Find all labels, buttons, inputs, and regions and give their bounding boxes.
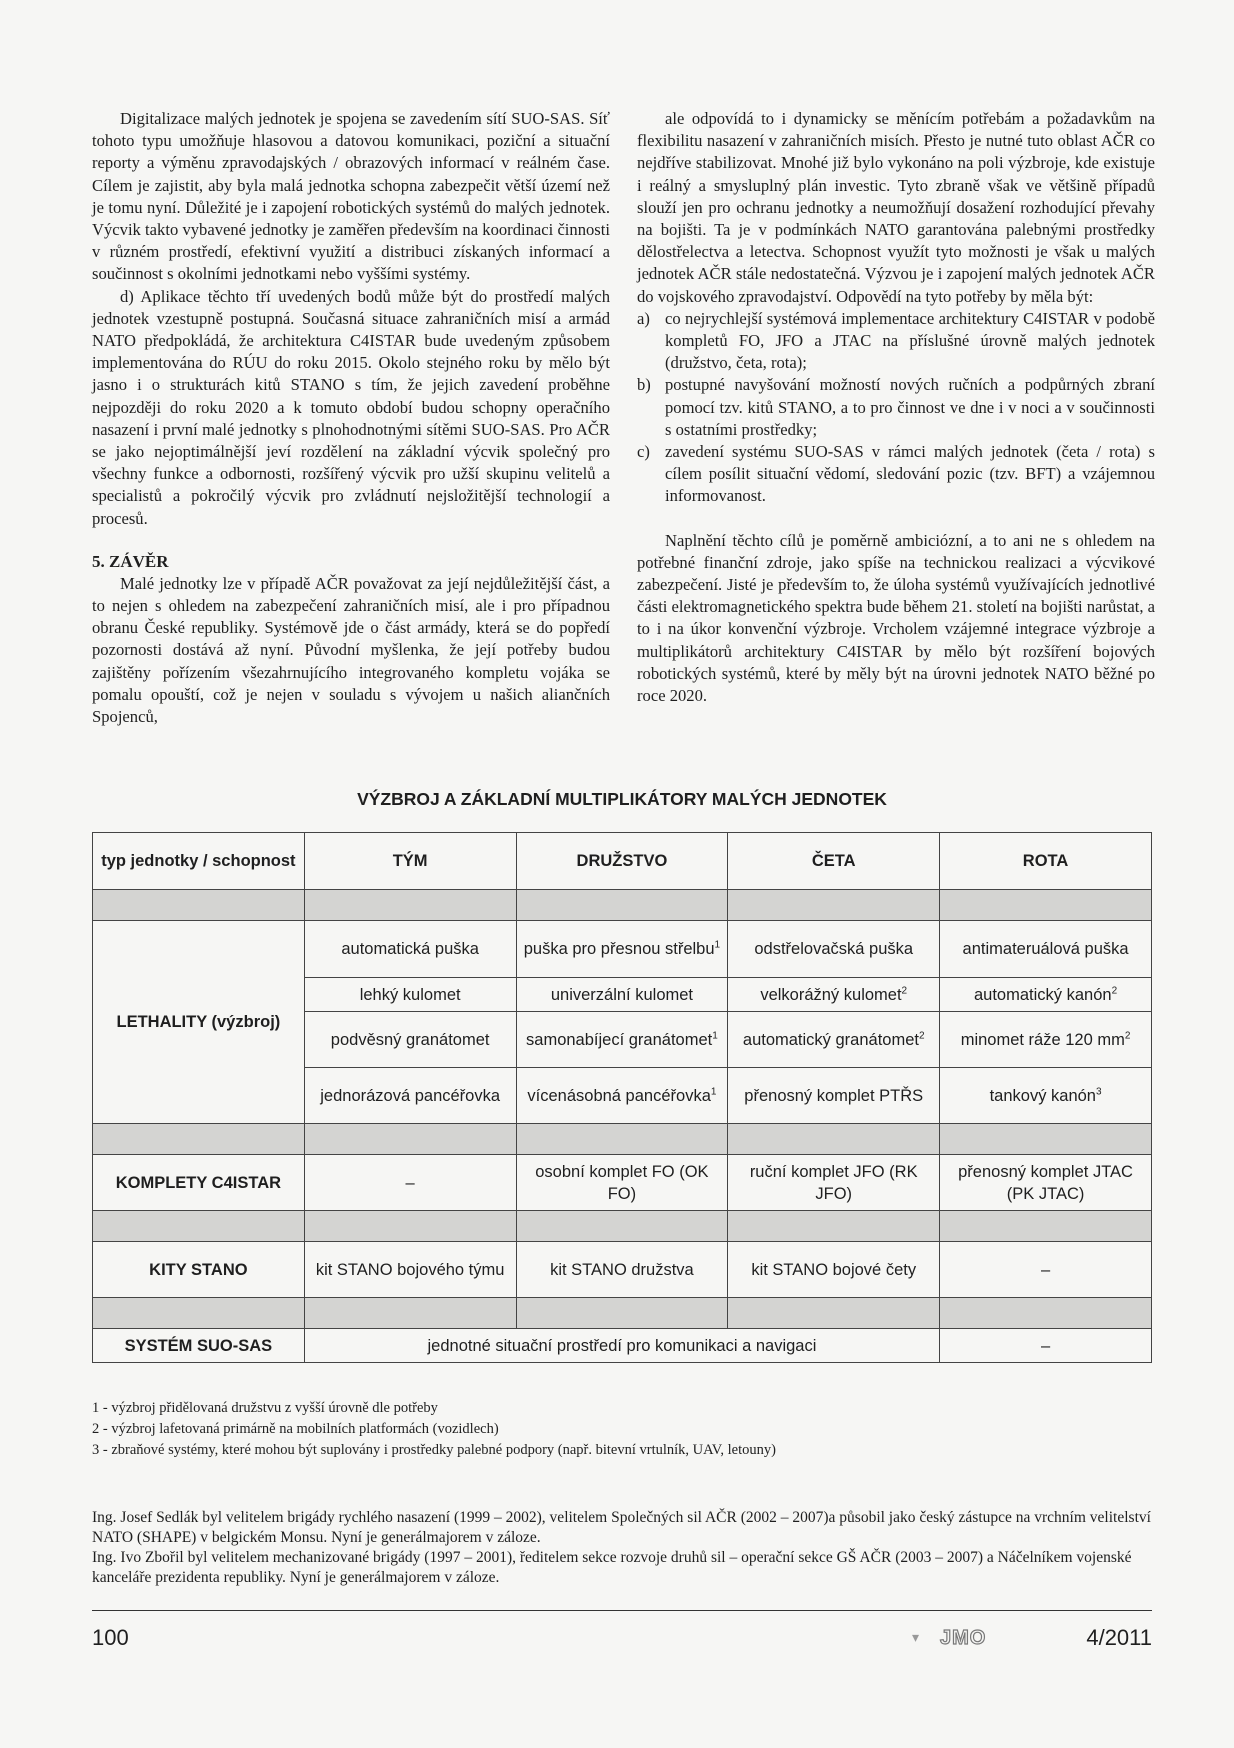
cell-ceta: odstřelovačská puška — [728, 921, 940, 978]
list-item — [637, 308, 1155, 375]
table-title: VÝZBROJ A ZÁKLADNÍ MULTIPLIKÁTORY MALÝCH JEDNOTEK — [357, 789, 887, 809]
footnote: 2 - výzbroj lafetovaná primárně na mobilních platformách (vozidlech) — [92, 1421, 499, 1437]
left-column — [92, 108, 610, 728]
cell-rota: minomet ráže 120 $mm^2$ — [940, 1012, 1152, 1068]
cell-druzstvo: univerzální kulomet — [516, 978, 728, 1012]
footnote: 1 - výzbroj přidělovaná družstvu z vyšší úrovně dle potřeby — [92, 1400, 438, 1416]
page-number: 100 — [92, 1625, 129, 1650]
cell-druzstvo: osobní komplet FO (OK FO) — [516, 1155, 728, 1211]
footnotes — [92, 1398, 1152, 1461]
table-row — [93, 1242, 1152, 1298]
cell-tym: lehký kulomet — [304, 978, 516, 1012]
category-c4istar: KOMPLETY C4ISTAR — [93, 1155, 305, 1211]
cell-druzstvo: puška pro přesnou střelbu$^1$ — [516, 921, 728, 978]
table-row — [93, 1329, 1152, 1363]
table-row — [93, 1155, 1152, 1211]
cell-rota: – — [940, 1329, 1152, 1363]
category-lethality: LETHALITY (výzbroj) — [93, 921, 305, 1124]
bullet-icon: ▾ — [912, 1630, 920, 1646]
right-column — [637, 108, 1155, 707]
author-bio: Ing. Ivo Zbořil byl velitelem mechanizované brigády (1997 – 2001), ředitelem sekce rozvoje druhů sil – operační sekce GŠ AČR (2003 – 2007) a Náčelníkem vojenské kanceláře prezidenta republiky. Nyní je generálmajorem v záloze. — [92, 1549, 1132, 1586]
footnote: 3 - zbraňové systémy, které mohou být suplovány i prostředky palebné podpory (např. bitevní vrtulník, UAV, letouny) — [92, 1442, 776, 1458]
cell-druzstvo: vícenásobná pancéřovka$^1$ — [516, 1068, 728, 1124]
table-header-row — [93, 833, 1152, 890]
cell-tym: podvěsný granátomet — [304, 1012, 516, 1068]
list-item-text: zavedení systému SUO-SAS v rámci malých jednotek (četa / rota) s cílem posílit situační vědomí, sledování pozic (tzv. BFT) a vzájemnou informovanost. — [665, 442, 1155, 506]
cell-tym: automatická puška — [304, 921, 516, 978]
list-item — [637, 374, 1155, 441]
footer-rule — [92, 1610, 1152, 1611]
list-marker: a) — [637, 308, 650, 328]
cell-rota: – — [940, 1242, 1152, 1298]
cell-ceta: velkorážný kulomet$^2$ — [728, 978, 940, 1012]
left-paragraph-3: Malé jednotky lze v případě AČR považovat za její nejdůležitější část, a to nejen s ohledem na zabezpečení zahraničních misí, ale i pro případnou obranu České republiky. Systémově jde o část armády, která se do popředí pozornosti dostává až nyní. Původní myšlenka, že její potřeby budou zajištěny pořízením všezahrnujícího integrovaného kompletu vojáka se pomalu opouští, což je nejen v souladu s vývojem u našich aliančních Spojenců, — [92, 573, 610, 727]
cell-rota: antimateruálová puška — [940, 921, 1152, 978]
header-druzstvo: DRUŽSTVO — [516, 833, 728, 890]
header-rota: ROTA — [940, 833, 1152, 890]
journal-logo: JMO — [940, 1627, 987, 1649]
right-paragraph-2: Naplnění těchto cílů je poměrně ambiciózní, a to ani ne s ohledem na potřebné finanční zdroje, jako spíše na technickou realizaci a výcvikové zabezpečení. Jisté je především to, že úloha systémů využívajících jednotlivé části elektromagnetického spektra bude během 21. století na bojišti narůstat, a to i na úkor konvenční výzbroje. Vrcholem vzájemné integrace výzbroje a multiplikátorů architektury C4ISTAR by mělo být rozšíření bojových robotických systémů, které by měly být na úrovni jednotek NATO běžné po roce 2020. — [637, 530, 1155, 706]
left-paragraph-1: Digitalizace malých jednotek je spojena se zavedením sítí SUO-SAS. Síť tohoto typu umožňuje hlasovou a datovou komunikaci, poziční a situační reporty a výměnu zpravodajských / obrazových informací v reálném čase. Cílem je zajistit, aby byla malá jednotka schopna zabezpečit větší území než je tomu nyní. Důležité je i zapojení robotických systémů do malých jednotek. Výcvik takto vybavené jednotky je zaměřen především na koordinaci činnosti v různém prostředí, efektivní využití a distribuci získaných informací a součinnost s okolními jednotkami nebo vyššími systémy. — [92, 109, 610, 284]
section-heading: 5. ZÁVĚR — [92, 551, 169, 571]
header-tym: TÝM — [304, 833, 516, 890]
header-ceta: ČETA — [728, 833, 940, 890]
cell-druzstvo: samonabíjecí granátomet$^1$ — [516, 1012, 728, 1068]
needs-list — [637, 308, 1155, 508]
table-row — [93, 921, 1152, 978]
category-suosas: SYSTÉM SUO-SAS — [93, 1329, 305, 1363]
header-corner: typ jednotky / schopnost — [93, 833, 305, 890]
left-paragraph-2: d) Aplikace těchto tří uvedených bodů může být do prostředí malých jednotek vzestupně postupná. Současná situace zahraničních misí a armád NATO předpokládá, že architektura C4ISTAR bude uvedeným způsobem implementována do RÚU do roku 2015. Okolo stejného roku by mělo být jasno i o strukturách kitů STANO s tím, že jejich zavedení proběhne nejpozději do roku 2020 a k tomuto období budou schopny operačního nasazení i první malé jednotky s plnohodnotnými sítěmi SUO-SAS. Pro AČR se jako nejoptimálnější jeví rozdělení na základní výcvik společný pro všechny funkce a odbornosti, rozšířený výcvik pro užší skupinu velitelů a specialistů a pokročilý výcvik pro zvládnutí nejsložitější technologií a procesů. — [92, 286, 610, 528]
list-item — [637, 441, 1155, 508]
cell-tym: kit STANO bojového týmu — [304, 1242, 516, 1298]
issue-number: 4/2011 — [1086, 1625, 1152, 1650]
separator-row — [93, 1211, 1152, 1242]
cell-ceta: automatický granátomet$^2$ — [728, 1012, 940, 1068]
cell-druzstvo: kit STANO družstva — [516, 1242, 728, 1298]
cell-span: jednotné situační prostředí pro komunikaci a navigaci — [304, 1329, 939, 1363]
right-paragraph-1: ale odpovídá to i dynamicky se měnícím potřebám a požadavkům na flexibilitu nasazení v zahraničních misích. Přesto je nutné tuto oblast AČR co nejdříve stabilizovat. Mnohé již bylo vykonáno na poli výzbroje, kde existuje i reálný a smysluplný plán investic. Tyto zbraně však ve většině případů slouží jen pro ochranu jednotky a neumožňují dosažení rozhodující převahy na bojišti. Ta je v podmínkách NATO garantována palebnými prostředky dělostřelectva a letectva. Schopnost využít tyto možnosti je však u malých jednotek AČR stále nedostatečná. Výzvou je i zapojení malých jednotek AČR do vojskového zpravodajství. Odpovědí na tyto potřeby by měla být: — [637, 109, 1155, 306]
weapons-table — [92, 832, 1152, 1363]
cell-ceta: přenosný komplet PTŘS — [728, 1068, 940, 1124]
list-item-text: postupné navyšování možností nových ručních a podpůrných zbraní pomocí tzv. kitů STANO, a to pro činnost ve dne i v noci a v součinnosti s ostatními prostředky; — [665, 375, 1155, 439]
category-stano: KITY STANO — [93, 1242, 305, 1298]
cell-rota: přenosný komplet JTAC (PK JTAC) — [940, 1155, 1152, 1211]
list-item-text: co nejrychlejší systémová implementace architektury C4ISTAR v podobě kompletů FO, JFO a JTAC na příslušné úrovně malých jednotek (družstvo, četa, rota); — [665, 308, 1155, 373]
separator-row — [93, 1298, 1152, 1329]
cell-ceta: kit STANO bojové čety — [728, 1242, 940, 1298]
cell-tym: jednorázová pancéřovka — [304, 1068, 516, 1124]
list-marker: b) — [637, 375, 651, 395]
cell-tym: – — [304, 1155, 516, 1211]
author-bio: Ing. Josef Sedlák byl velitelem brigády rychlého nasazení (1999 – 2002), velitelem Společných sil AČR (2002 – 2007)a působil jako český zástupce na vrchním velitelství NATO (SHAPE) v belgickém Monsu. Nyní je generálmajorem v záloze. — [92, 1509, 1151, 1546]
separator-row — [93, 890, 1152, 921]
separator-row — [93, 1124, 1152, 1155]
cell-rota: automatický kanón$^2$ — [940, 978, 1152, 1012]
cell-ceta: ruční komplet JFO (RK JFO) — [728, 1155, 940, 1211]
list-marker: c) — [637, 442, 650, 462]
cell-rota: tankový kanón$^3$ — [940, 1068, 1152, 1124]
author-bios — [92, 1508, 1162, 1588]
